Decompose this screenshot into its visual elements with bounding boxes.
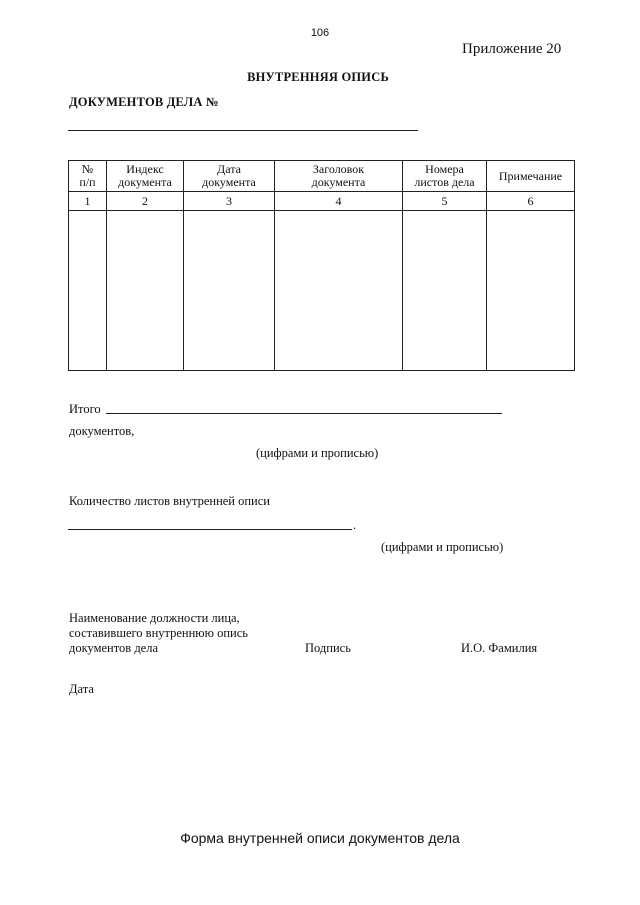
position-title-line3: документов дела (69, 641, 159, 655)
header-cell-number: № п/п (69, 161, 107, 192)
inventory-table (68, 160, 575, 371)
position-title-line1: Наименование должности лица, (69, 611, 240, 625)
header-cell-date: Дата документа (184, 161, 275, 192)
sheets-dot: . (353, 518, 357, 532)
column-number-cell: 4 (275, 192, 403, 211)
document-title: ВНУТРЕННЯЯ ОПИСЬ (247, 70, 389, 84)
footer-caption: Форма внутренней описи документов дела (180, 830, 460, 846)
header-cell-heading: Заголовок документа (275, 161, 403, 192)
table-row (69, 211, 575, 371)
table-cell (107, 211, 184, 371)
sheets-count-label: Количество листов внутренней описи (69, 494, 270, 508)
table-cell (69, 211, 107, 371)
column-number-row (69, 192, 575, 211)
sheets-fill-line (68, 529, 352, 530)
table-cell (487, 211, 575, 371)
header-cell-sheet-numbers: Номера листов дела (403, 161, 487, 192)
table-cell (403, 211, 487, 371)
column-number-cell: 1 (69, 192, 107, 211)
total-label: Итого (69, 402, 101, 416)
column-number-cell: 2 (107, 192, 184, 211)
appendix-label: Приложение 20 (462, 41, 562, 57)
total-documents-label: документов, (69, 424, 135, 438)
position-title-line2: составившего внутреннюю опись (69, 626, 248, 640)
page-number: 106 (310, 27, 330, 39)
table-header-row (69, 161, 575, 192)
sheets-hint: (цифрами и прописью) (381, 540, 504, 554)
header-cell-note: Примечание (487, 161, 575, 192)
signature-label: Подпись (305, 641, 351, 655)
column-number-cell: 3 (184, 192, 275, 211)
table-cell (184, 211, 275, 371)
document-subtitle: ДОКУМЕНТОВ ДЕЛА № (69, 95, 219, 109)
header-cell-index: Индекс документа (107, 161, 184, 192)
case-number-line (68, 130, 418, 131)
table-cell (275, 211, 403, 371)
column-number-cell: 5 (403, 192, 487, 211)
total-fill-line (106, 413, 502, 414)
column-number-cell: 6 (487, 192, 575, 211)
total-hint: (цифрами и прописью) (256, 446, 379, 460)
full-name-label: И.О. Фамилия (461, 641, 538, 655)
date-label: Дата (69, 682, 94, 696)
